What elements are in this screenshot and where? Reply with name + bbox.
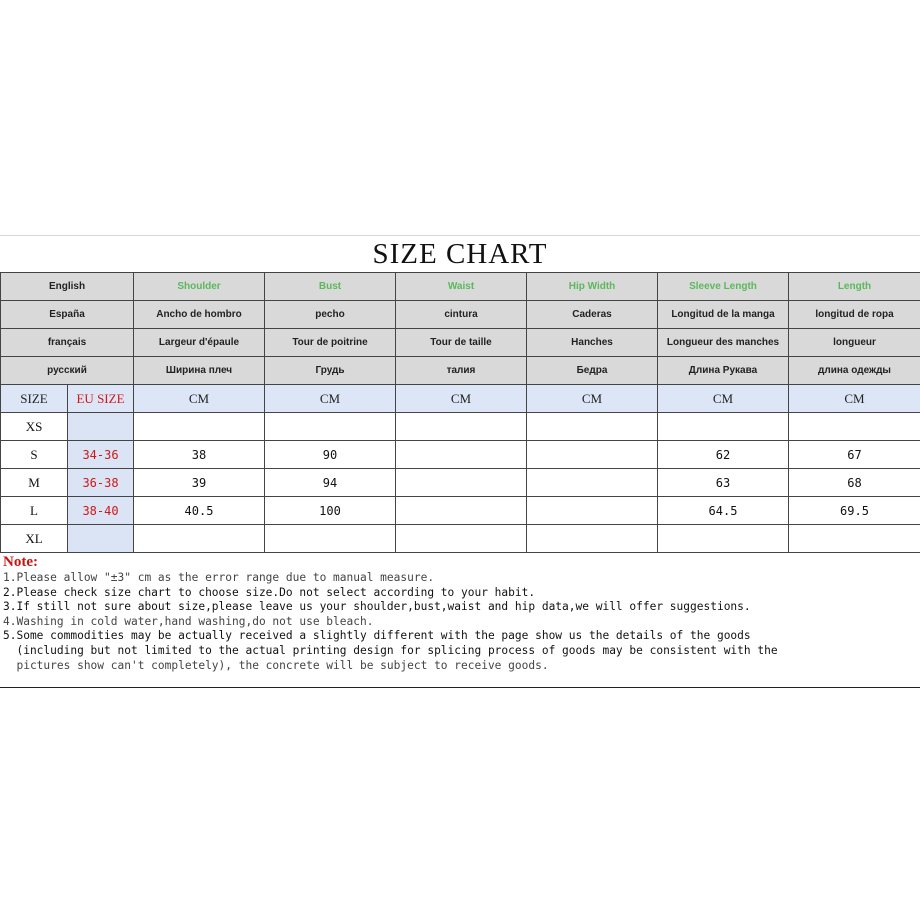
- header-cell: Largeur d'épaule: [134, 329, 265, 357]
- value-cell: [134, 413, 265, 441]
- eu-size-column-header: EU SIZE: [68, 385, 134, 413]
- value-cell: 67: [789, 441, 920, 469]
- header-cell: Longueur des manches: [658, 329, 789, 357]
- note-line: 5.Some commodities may be actually received a slightly different with the page show us the details of the goods: [3, 629, 751, 643]
- unit-cell: CM: [396, 385, 527, 413]
- table-row: [1, 525, 920, 553]
- value-cell: 63: [658, 469, 789, 497]
- value-cell: [789, 525, 920, 553]
- header-cell: Hanches: [527, 329, 658, 357]
- eu-size-cell: [68, 413, 134, 441]
- size-label: S: [1, 441, 68, 469]
- header-sleeve-length: Sleeve Length: [658, 273, 789, 301]
- value-cell: 94: [265, 469, 396, 497]
- notes-section: [3, 554, 913, 673]
- note-line: pictures show can't completely), the concrete will be subject to receive goods.: [3, 658, 549, 672]
- value-cell: [527, 497, 658, 525]
- header-waist: Waist: [396, 273, 527, 301]
- header-cell: Бедра: [527, 357, 658, 385]
- header-cell: Caderas: [527, 301, 658, 329]
- table-row: [1, 469, 920, 497]
- lang-label: España: [1, 301, 134, 329]
- header-shoulder: Shoulder: [134, 273, 265, 301]
- header-cell: Ширина плеч: [134, 357, 265, 385]
- value-cell: [658, 525, 789, 553]
- value-cell: [134, 525, 265, 553]
- value-cell: 39: [134, 469, 265, 497]
- value-cell: [396, 469, 527, 497]
- size-table: [0, 272, 920, 553]
- value-cell: [658, 413, 789, 441]
- header-row-french: [1, 329, 920, 357]
- value-cell: 40.5: [134, 497, 265, 525]
- notes-title: Note:: [3, 554, 38, 570]
- size-chart-sheet: [0, 235, 920, 688]
- header-cell: длина одежды: [789, 357, 920, 385]
- header-cell: Tour de taille: [396, 329, 527, 357]
- size-label: M: [1, 469, 68, 497]
- value-cell: 68: [789, 469, 920, 497]
- table-row: [1, 441, 920, 469]
- header-length: Length: [789, 273, 920, 301]
- value-cell: 62: [658, 441, 789, 469]
- note-line: 4.Washing in cold water,hand washing,do not use bleach.: [3, 614, 374, 628]
- unit-cell: CM: [789, 385, 920, 413]
- value-cell: [527, 441, 658, 469]
- unit-cell: CM: [527, 385, 658, 413]
- chart-title: SIZE CHART: [372, 238, 548, 270]
- header-cell: Longitud de la manga: [658, 301, 789, 329]
- lang-label: русский: [1, 357, 134, 385]
- value-cell: [789, 413, 920, 441]
- header-hip-width: Hip Width: [527, 273, 658, 301]
- unit-cell: CM: [134, 385, 265, 413]
- eu-size-cell: [68, 525, 134, 553]
- header-cell: cintura: [396, 301, 527, 329]
- value-cell: 64.5: [658, 497, 789, 525]
- value-cell: [265, 525, 396, 553]
- value-cell: [396, 441, 527, 469]
- value-cell: [396, 497, 527, 525]
- table-row: [1, 497, 920, 525]
- lang-label: français: [1, 329, 134, 357]
- unit-row: [1, 385, 920, 413]
- header-cell: longitud de ropa: [789, 301, 920, 329]
- unit-cell: CM: [265, 385, 396, 413]
- value-cell: 100: [265, 497, 396, 525]
- header-cell: pecho: [265, 301, 396, 329]
- header-row-spanish: [1, 301, 920, 329]
- value-cell: [527, 525, 658, 553]
- lang-label: English: [1, 273, 134, 301]
- header-cell: Tour de poitrine: [265, 329, 396, 357]
- table-row: [1, 413, 920, 441]
- value-cell: [396, 525, 527, 553]
- value-cell: 38: [134, 441, 265, 469]
- value-cell: [265, 413, 396, 441]
- header-cell: Ancho de hombro: [134, 301, 265, 329]
- eu-size-cell: 36-38: [68, 469, 134, 497]
- note-line: (including but not limited to the actual printing design for splicing process of goods may be consistent with the: [3, 643, 778, 657]
- value-cell: [527, 469, 658, 497]
- size-label: XS: [1, 413, 68, 441]
- header-bust: Bust: [265, 273, 396, 301]
- header-cell: longueur: [789, 329, 920, 357]
- size-column-header: SIZE: [1, 385, 68, 413]
- size-label: L: [1, 497, 68, 525]
- header-cell: Длина Рукава: [658, 357, 789, 385]
- eu-size-cell: 38-40: [68, 497, 134, 525]
- size-label: XL: [1, 525, 68, 553]
- value-cell: [527, 413, 658, 441]
- header-row-russian: [1, 357, 920, 385]
- note-line: 1.Please allow "±3" cm as the error range due to manual measure.: [3, 571, 435, 584]
- value-cell: 69.5: [789, 497, 920, 525]
- header-cell: Грудь: [265, 357, 396, 385]
- value-cell: 90: [265, 441, 396, 469]
- header-cell: талия: [396, 357, 527, 385]
- unit-cell: CM: [658, 385, 789, 413]
- note-line: 2.Please check size chart to choose size.Do not select according to your habit.: [3, 585, 536, 599]
- header-row-english: [1, 273, 920, 301]
- note-line: 3.If still not sure about size,please leave us your shoulder,bust,waist and hip data,we will offer suggestions.: [3, 600, 751, 614]
- value-cell: [396, 413, 527, 441]
- eu-size-cell: 34-36: [68, 441, 134, 469]
